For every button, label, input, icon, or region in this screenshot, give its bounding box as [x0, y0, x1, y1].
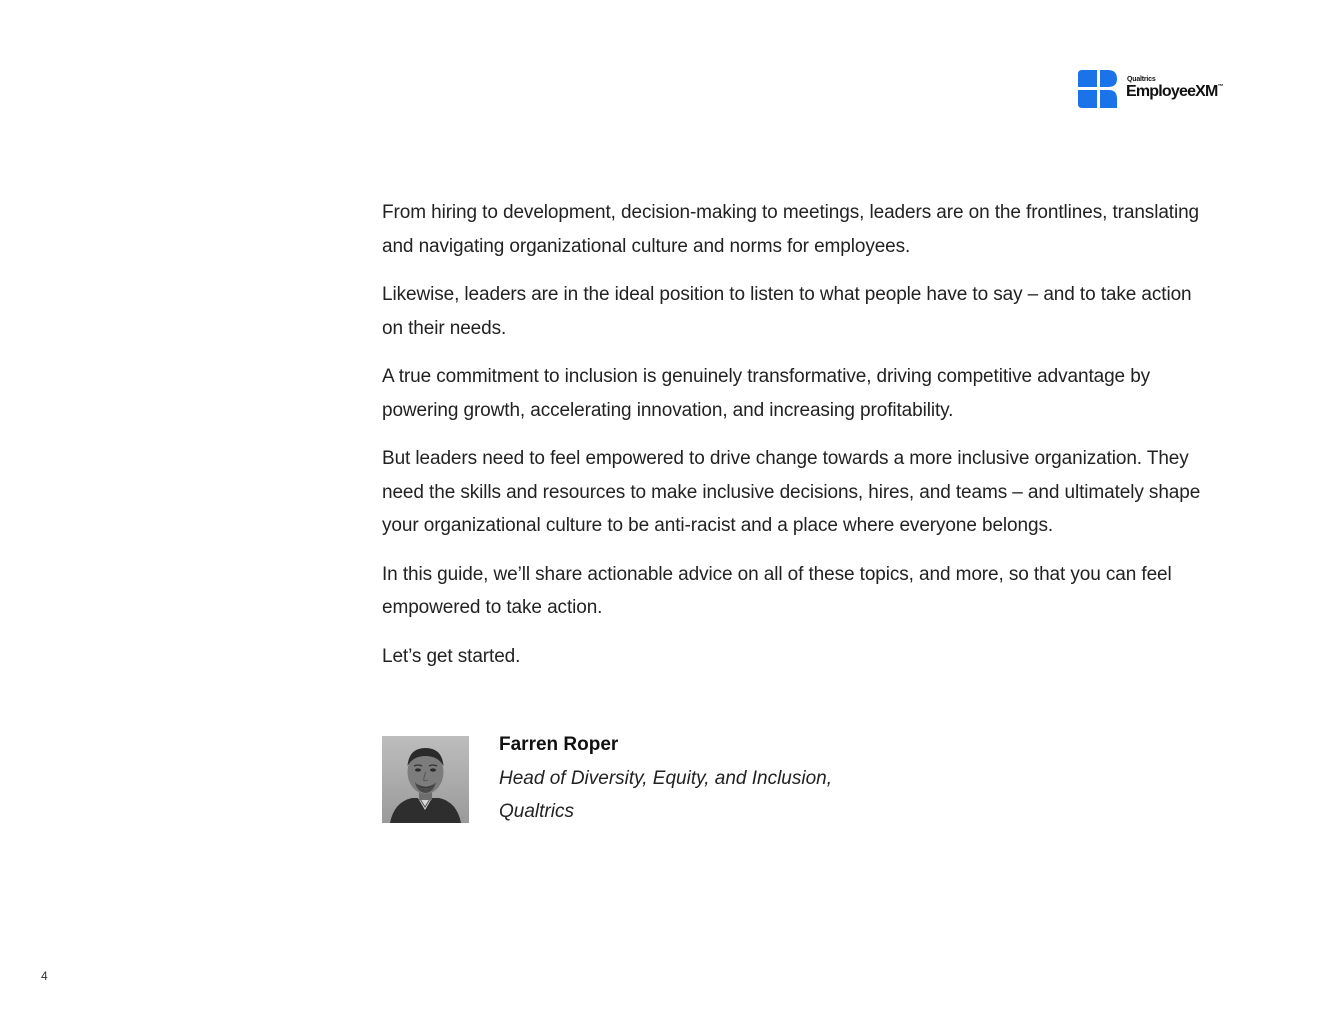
author-avatar: [382, 736, 469, 823]
logo-brand-small: Qualtrics: [1127, 76, 1156, 83]
intro-body: [382, 196, 1202, 688]
logo-product-text: EmployeeXM: [1126, 83, 1218, 100]
page-number: 4: [41, 969, 48, 983]
signature-text: [499, 728, 879, 829]
qualtrics-employeexm-logo: [1078, 70, 1238, 110]
paragraph-3: A true commitment to inclusion is genuinely transformative, driving competitive advantage by powering growth, accelerating innovation, and increasing profitability.: [382, 366, 1151, 421]
author-signature: [382, 736, 982, 826]
paragraph-5: In this guide, we’ll share actionable advice on all of these topics, and more, so that you can feel empowered to take action.: [382, 563, 1172, 618]
paragraph-2: Likewise, leaders are in the ideal position to listen to what people have to say – and to take action on their needs.: [382, 284, 1192, 339]
paragraph-1: From hiring to development, decision-making to meetings, leaders are on the frontlines, translating and navigating organizational culture and norms for employees.: [382, 202, 1200, 257]
paragraph-6: Let’s get started.: [382, 645, 521, 667]
logo-product-name: [1126, 83, 1223, 101]
paragraph-4: But leaders need to feel empowered to drive change towards a more inclusive organization. They need the skills and resources to make inclusive decisions, hires, and teams – and ultimately shape your organizational culture to be anti-racist and a place where everyone belongs.: [382, 448, 1201, 536]
author-title: Head of Diversity, Equity, and Inclusion, Qualtrics: [499, 767, 833, 822]
author-name: Farren Roper: [499, 734, 619, 755]
logo-trademark: ™: [1217, 84, 1223, 90]
qualtrics-logo-icon: [1078, 70, 1117, 108]
